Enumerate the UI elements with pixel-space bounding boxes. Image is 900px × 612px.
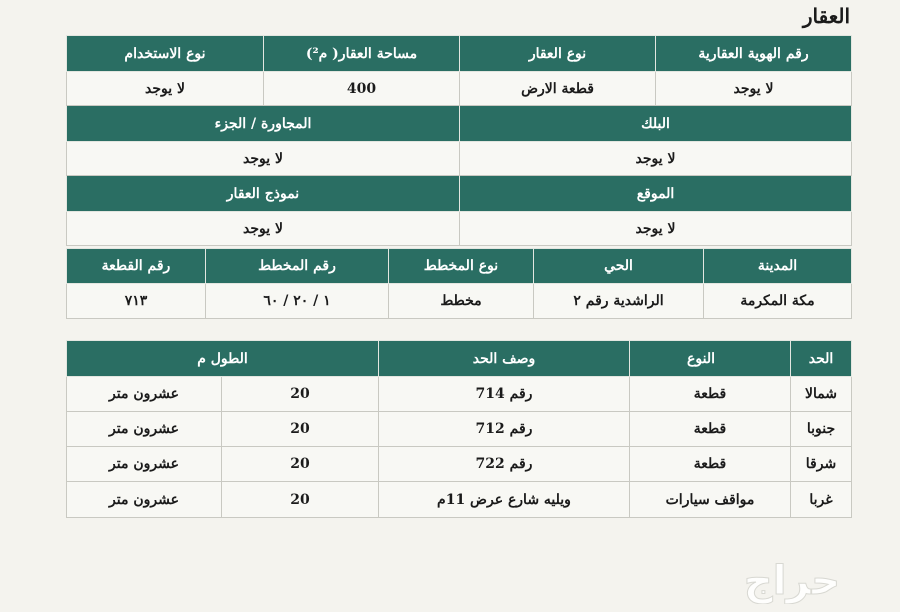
boundary-side: غربا bbox=[791, 482, 852, 518]
section-title: العقار bbox=[802, 4, 850, 28]
header-property-area: مساحة العقار( م²) bbox=[264, 36, 460, 72]
boundary-length-text: عشرون متر bbox=[67, 412, 222, 447]
table-row bbox=[67, 377, 852, 412]
boundaries-table bbox=[66, 340, 852, 518]
boundary-description: رقم 714 bbox=[379, 377, 630, 412]
haraj-watermark-logo bbox=[692, 556, 892, 604]
value-property-area: 400 bbox=[264, 72, 460, 106]
boundary-type: قطعة bbox=[630, 447, 791, 482]
header-boundary-description: وصف الحد bbox=[379, 341, 630, 377]
header-usage-type: نوع الاستخدام bbox=[67, 36, 264, 72]
header-block: البلك bbox=[460, 106, 852, 142]
boundary-length-text: عشرون متر bbox=[67, 447, 222, 482]
boundary-description: رقم 712 bbox=[379, 412, 630, 447]
boundary-type: مواقف سيارات bbox=[630, 482, 791, 518]
header-length: الطول م bbox=[67, 341, 379, 377]
property-info-table bbox=[66, 35, 852, 246]
header-boundary-side: الحد bbox=[791, 341, 852, 377]
boundary-side: شمالا bbox=[791, 377, 852, 412]
boundary-side: شرقا bbox=[791, 447, 852, 482]
value-block: لا يوجد bbox=[460, 142, 852, 176]
header-property-type: نوع العقار bbox=[460, 36, 656, 72]
value-location: لا يوجد bbox=[460, 212, 852, 246]
value-plan-number: ١ / ٢٠ / ٦٠ bbox=[206, 284, 389, 319]
header-property-model: نموذج العقار bbox=[67, 176, 460, 212]
table-row bbox=[67, 482, 852, 518]
value-neighborhood-part: لا يوجد bbox=[67, 142, 460, 176]
table-row bbox=[67, 447, 852, 482]
table-row bbox=[67, 412, 852, 447]
boundary-description: رقم 722 bbox=[379, 447, 630, 482]
header-property-id: رقم الهوية العقارية bbox=[656, 36, 852, 72]
boundary-length: 20 bbox=[222, 447, 379, 482]
header-plan-type: نوع المخطط bbox=[389, 249, 534, 284]
header-boundary-type: النوع bbox=[630, 341, 791, 377]
boundary-length: 20 bbox=[222, 377, 379, 412]
boundary-type: قطعة bbox=[630, 412, 791, 447]
header-city: المدينة bbox=[704, 249, 852, 284]
boundary-length-text: عشرون متر bbox=[67, 482, 222, 518]
boundary-side: جنوبا bbox=[791, 412, 852, 447]
value-usage-type: لا يوجد bbox=[67, 72, 264, 106]
value-plan-type: مخطط bbox=[389, 284, 534, 319]
plan-info-table bbox=[66, 248, 852, 319]
boundary-type: قطعة bbox=[630, 377, 791, 412]
value-plot-number: ٧١٣ bbox=[67, 284, 206, 319]
value-district: الراشدية رقم ٢ bbox=[534, 284, 704, 319]
value-city: مكة المكرمة bbox=[704, 284, 852, 319]
header-plan-number: رقم المخطط bbox=[206, 249, 389, 284]
value-property-type: قطعة الارض bbox=[460, 72, 656, 106]
header-location: الموقع bbox=[460, 176, 852, 212]
boundary-length-text: عشرون متر bbox=[67, 377, 222, 412]
header-neighborhood-part: المجاورة / الجزء bbox=[67, 106, 460, 142]
header-plot-number: رقم القطعة bbox=[67, 249, 206, 284]
boundary-length: 20 bbox=[222, 482, 379, 518]
value-property-id: لا يوجد bbox=[656, 72, 852, 106]
header-district: الحي bbox=[534, 249, 704, 284]
boundary-description: ويليه شارع عرض 11م bbox=[379, 482, 630, 518]
boundary-length: 20 bbox=[222, 412, 379, 447]
watermark-text: حراج bbox=[743, 558, 841, 604]
value-property-model: لا يوجد bbox=[67, 212, 460, 246]
